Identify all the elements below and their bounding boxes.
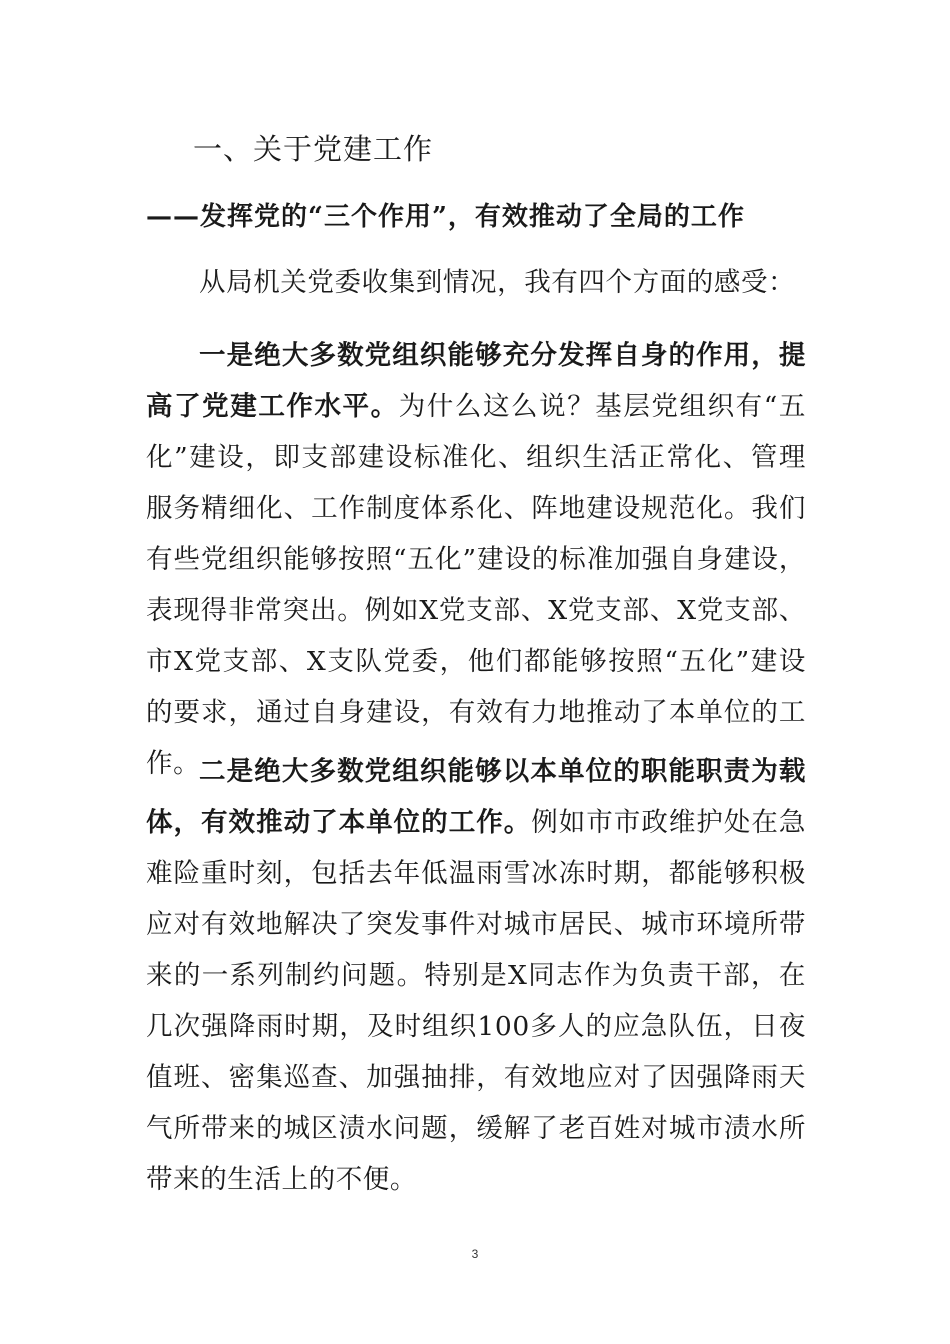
paragraph-1-lead: 一是绝大多数党组织能够充分发挥自身的作用，提高了党建工作水平。 [146, 340, 806, 422]
page-number: 3 [471, 1247, 479, 1261]
paragraph-2 [146, 746, 806, 1205]
paragraph-2-lead: 二是绝大多数党组织能够以本单位的职能职责为载体，有效推动了本单位的工作。 [146, 756, 806, 838]
section-heading: 一、关于党建工作 [193, 132, 434, 166]
intro-paragraph: 从局机关党委收集到情况，我有四个方面的感受： [199, 267, 796, 298]
paragraph-2-body: 例如市市政维护处在急难险重时刻，包括去年低温雨雪冰冻时期，都能够积极应对有效地解决了突发事件对城市居民、城市环境所带来的一系列制约问题。特别是X同志作为负责干部，在几次强降雨时期，及时组织100多人的应急队伍，日夜值班、密集巡查、加强抽排，有效地应对了因强降雨天气所带来的城区渍水问题，缓解了老百姓对城市渍水所带来的生活上的不便。 [146, 807, 807, 1195]
paragraph-1 [146, 330, 806, 789]
section-subtitle: ——发挥党的“三个作用”，有效推动了全局的工作 [146, 202, 745, 232]
paragraph-1-body: 为什么这么说？基层党组织有“五化”建设，即支部建设标准化、组织生活正常化、管理服务精细化、工作制度体系化、阵地建设规范化。我们有些党组织能够按照“五化”建设的标准加强自身建设，表现得非常突出。例如X党支部、X党支部、X党支部、市X党支部、X支队党委，他们都能够按照“五化”建设的要求，通过自身建设，有效有力地推动了本单位的工作。 [146, 391, 806, 779]
